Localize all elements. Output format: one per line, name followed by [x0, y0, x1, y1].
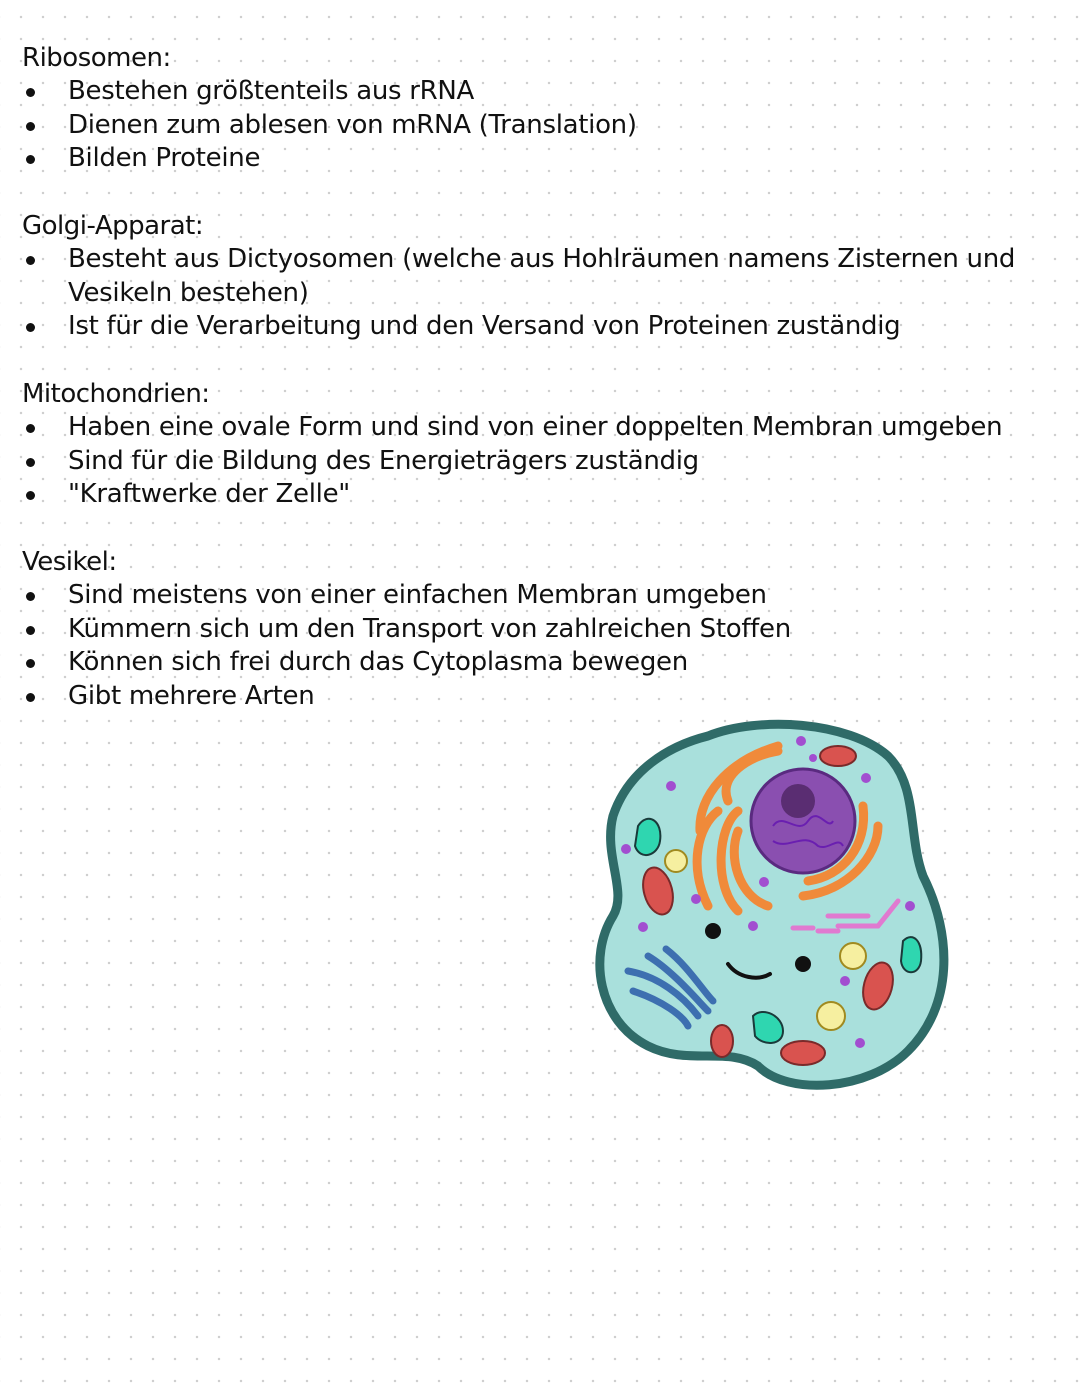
section-title: Mitochondrien:: [22, 379, 210, 409]
bullet-icon: [26, 491, 35, 500]
bullet-icon: [26, 323, 35, 332]
section-golgi: [22, 210, 1068, 344]
bullet-icon: [26, 626, 35, 635]
bullet-icon: [26, 458, 35, 467]
bullet-icon: [26, 693, 35, 702]
nucleolus: [781, 784, 815, 818]
bullet-icon: [26, 592, 35, 601]
bullet-icon: [26, 659, 35, 668]
section-title: Vesikel:: [22, 547, 117, 577]
list-item: Ist für die Verarbeitung und den Versand von Proteinen zuständig: [22, 310, 1068, 344]
section-title: Ribosomen:: [22, 43, 171, 73]
list-item: Können sich frei durch das Cytoplasma bewegen: [22, 646, 1068, 680]
list-item: Dienen zum ablesen von mRNA (Translation): [22, 109, 1068, 143]
bullet-icon: [26, 256, 35, 265]
section-title: Golgi-Apparat:: [22, 211, 204, 241]
list-item: Bilden Proteine: [22, 142, 1068, 176]
animal-cell-illustration: [588, 716, 960, 1098]
section-ribosomen: [22, 42, 1068, 176]
nucleus: [751, 769, 855, 873]
section-vesikel: [22, 546, 1068, 713]
bullet-icon: [26, 155, 35, 164]
list-item: Kümmern sich um den Transport von zahlreichen Stoffen: [22, 613, 1068, 647]
list-item: "Kraftwerke der Zelle": [22, 478, 1068, 512]
bullet-icon: [26, 122, 35, 131]
bullet-icon: [26, 424, 35, 433]
list-item: Bestehen größtenteils aus rRNA: [22, 75, 1068, 109]
list-item: Haben eine ovale Form und sind von einer doppelten Membran umgeben: [22, 411, 1068, 445]
list-item: Sind meistens von einer einfachen Membran umgeben: [22, 579, 1068, 613]
list-item: Besteht aus Dictyosomen (welche aus Hohlräumen namens Zisternen und Vesikeln bestehen): [22, 243, 1068, 310]
bullet-icon: [26, 88, 35, 97]
list-item: Gibt mehrere Arten: [22, 680, 1068, 714]
section-mitochondrien: [22, 378, 1068, 512]
list-item: Sind für die Bildung des Energieträgers zuständig: [22, 445, 1068, 479]
